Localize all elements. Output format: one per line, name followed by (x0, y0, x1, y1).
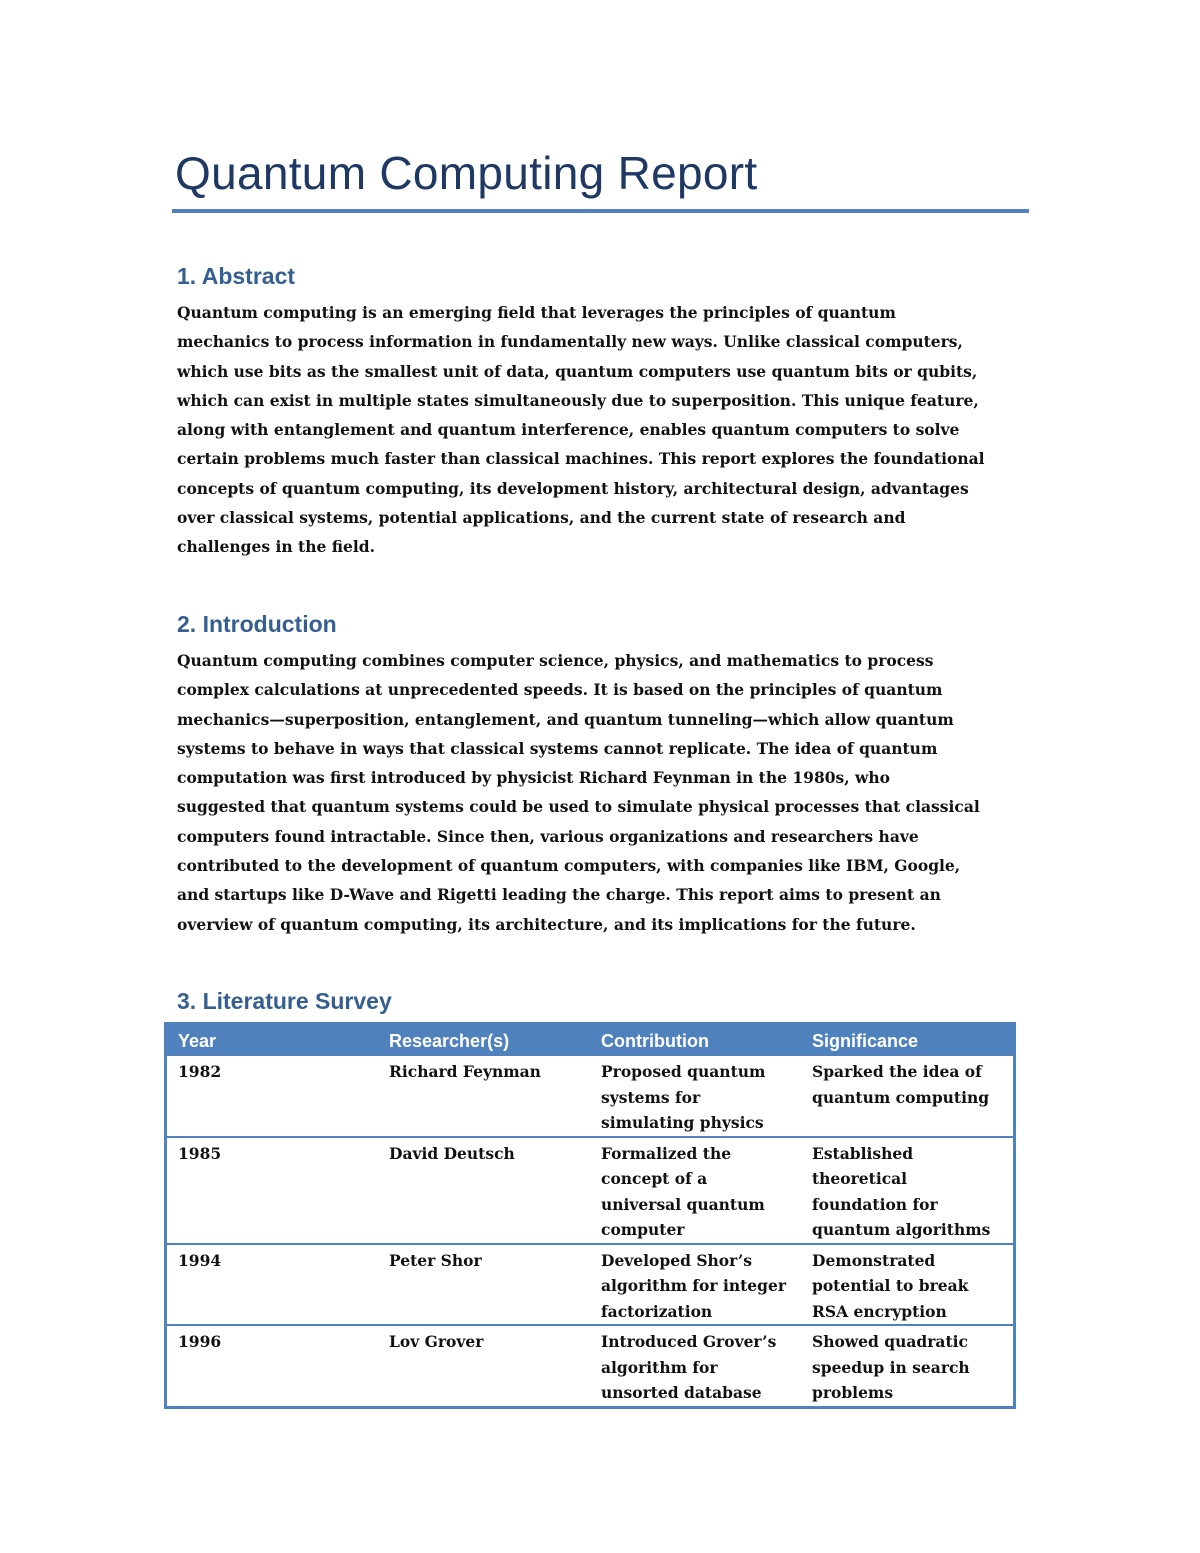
cell-year: 1985 (166, 1137, 379, 1244)
abstract-line: over classical systems, potential applications, and the current state of research and (177, 508, 906, 528)
cell-researcher: Peter Shor (378, 1244, 590, 1326)
introduction-line: systems to behave in ways that classical systems cannot replicate. The idea of quantum (177, 738, 938, 758)
section-heading-introduction: 2. Introduction (177, 611, 337, 637)
cell-contribution: Proposed quantum systems for simulating physics (590, 1056, 801, 1137)
cell-significance: Demonstrated potential to break RSA encryption (801, 1244, 1015, 1326)
introduction-paragraph (177, 646, 1037, 939)
column-header-researchers: Researcher(s) (378, 1024, 590, 1057)
column-header-significance: Significance (801, 1024, 1015, 1057)
introduction-line: contributed to the development of quantum computers, with companies like IBM, Google, (177, 856, 961, 876)
abstract-line: concepts of quantum computing, its development history, architectural design, advantages (177, 478, 969, 498)
column-header-year: Year (166, 1024, 379, 1057)
column-header-contribution: Contribution (590, 1024, 801, 1057)
cell-year: 1996 (178, 1332, 222, 1351)
abstract-line: Quantum computing is an emerging field that leverages the principles of quantum (177, 303, 896, 322)
cell-year: 1982 (166, 1056, 379, 1137)
section-heading-abstract: 1. Abstract (177, 263, 296, 289)
introduction-line: overview of quantum computing, its architecture, and its implications for the future. (177, 914, 916, 934)
cell-researcher: Lov Grover (389, 1332, 484, 1351)
introduction-line: computers found intractable. Since then, various organizations and researchers have (177, 826, 919, 846)
introduction-line: and startups like D-Wave and Rigetti leading the charge. This report aims to present an (177, 885, 941, 905)
section-heading-literature-survey: 3. Literature Survey (177, 988, 392, 1014)
abstract-line: challenges in the field. (177, 537, 375, 557)
table-row (166, 1056, 1015, 1137)
abstract-line: which use bits as the smallest unit of data, quantum computers use quantum bits or qubits, (177, 361, 978, 381)
cell-researcher: Richard Feynman (378, 1056, 590, 1137)
title-divider (172, 209, 1029, 213)
introduction-line: complex calculations at unprecedented speeds. It is based on the principles of quantum (177, 680, 943, 700)
cell-significance: Sparked the idea of quantum computing (801, 1056, 1015, 1137)
table-header-row (166, 1024, 1015, 1057)
cell-researcher: David Deutsch (378, 1137, 590, 1244)
introduction-line: Quantum computing combines computer science, physics, and mathematics to process (177, 651, 934, 670)
table-row (166, 1137, 1015, 1244)
abstract-line: mechanics to process information in fundamentally new ways. Unlike classical computers, (177, 332, 963, 352)
abstract-paragraph (177, 298, 1037, 562)
cell-contribution: Introduced Grover’s algorithm for unsorted database (601, 1332, 777, 1402)
cell-year: 1994 (166, 1244, 379, 1326)
cell-contribution: Developed Shor’s algorithm for integer factorization (590, 1244, 801, 1326)
table-row (166, 1325, 1015, 1407)
cell-significance: Established theoretical foundation for quantum algorithms (801, 1137, 1015, 1244)
abstract-line: which can exist in multiple states simultaneously due to superposition. This unique feature, (177, 390, 979, 410)
cell-contribution: Formalized the concept of a universal quantum computer (590, 1137, 801, 1244)
table-row (166, 1244, 1015, 1326)
abstract-line: certain problems much faster than classical machines. This report explores the foundational (177, 449, 985, 469)
introduction-line: computation was first introduced by physicist Richard Feynman in the 1980s, who (177, 768, 890, 788)
abstract-line: along with entanglement and quantum interference, enables quantum computers to solve (177, 420, 960, 440)
introduction-line: suggested that quantum systems could be used to simulate physical processes that classical (177, 797, 980, 817)
page-title: Quantum Computing Report (175, 147, 758, 199)
introduction-line: mechanics—superposition, entanglement, and quantum tunneling—which allow quantum (177, 709, 954, 729)
literature-survey-table (164, 1022, 1016, 1409)
cell-significance: Showed quadratic speedup in search problems (812, 1332, 970, 1402)
